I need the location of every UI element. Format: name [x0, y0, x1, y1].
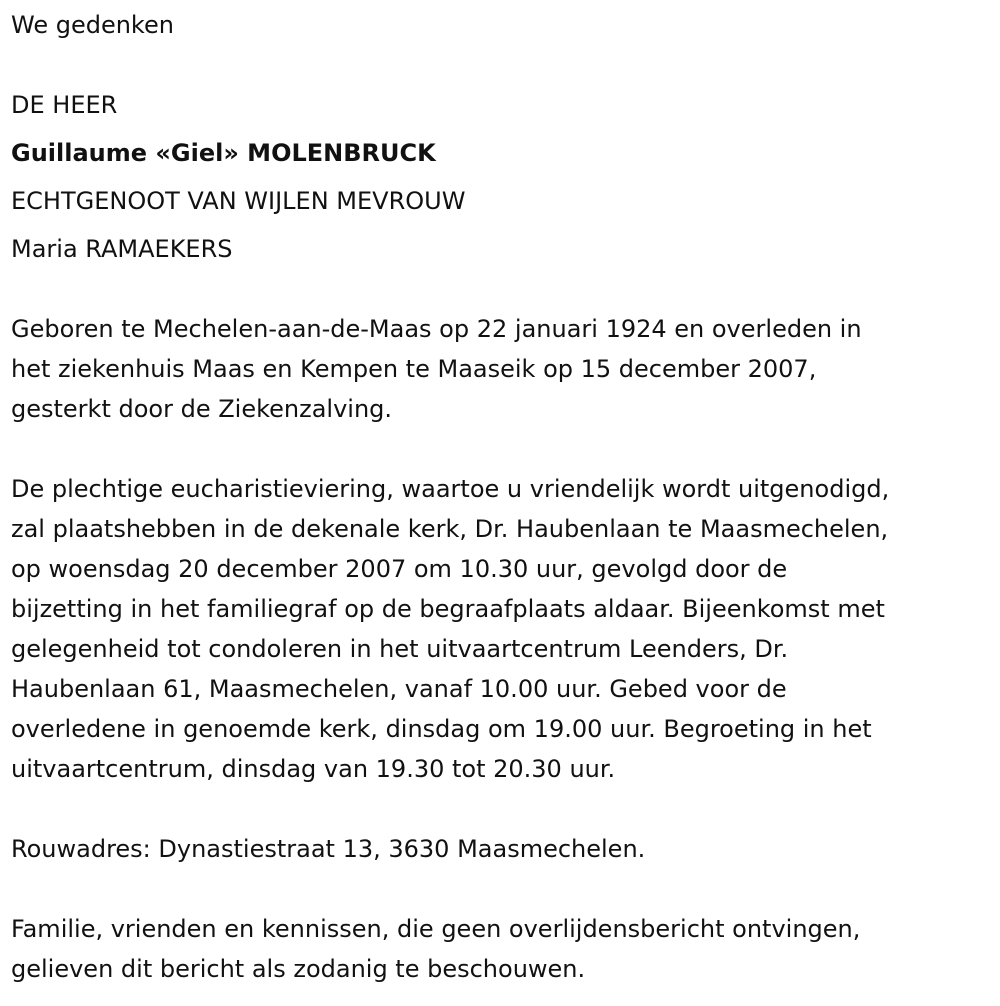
ceremony-paragraph-line: overledene in genoemde kerk, dinsdag om 19.00 uur. Begroeting in het: [11, 715, 872, 743]
ceremony-paragraph-line: gelegenheid tot condoleren in het uitvaartcentrum Leenders, Dr.: [11, 635, 789, 663]
ceremony-paragraph-line: bijzetting in het familiegraf op de begraafplaats aldaar. Bijeenkomst met: [11, 595, 885, 623]
birth-paragraph-line: gesterkt door de Ziekenzalving.: [11, 395, 393, 423]
intro-text: We gedenken: [11, 11, 174, 39]
deceased-name: Guillaume «Giel» MOLENBRUCK: [11, 139, 436, 167]
title-prefix: DE HEER: [11, 91, 118, 119]
ceremony-paragraph-line: zal plaatshebben in de dekenale kerk, Dr. Haubenlaan te Maasmechelen,: [11, 515, 889, 543]
ceremony-paragraph-line: op woensdag 20 december 2007 om 10.30 uur, gevolgd door de: [11, 555, 788, 583]
spouse-name: Maria RAMAEKERS: [11, 235, 233, 263]
ceremony-paragraph-line: uitvaartcentrum, dinsdag van 19.30 tot 20.30 uur.: [11, 755, 616, 783]
mourning-address: Rouwadres: Dynastiestraat 13, 3630 Maasmechelen.: [11, 835, 646, 863]
birth-paragraph-line: het ziekenhuis Maas en Kempen te Maaseik op 15 december 2007,: [11, 355, 817, 383]
closing-paragraph-line: Familie, vrienden en kennissen, die geen overlijdensbericht ontvingen,: [11, 915, 861, 943]
spouse-label: ECHTGENOOT VAN WIJLEN MEVROUW: [11, 187, 466, 215]
birth-paragraph-line: Geboren te Mechelen-aan-de-Maas op 22 januari 1924 en overleden in: [11, 315, 862, 343]
ceremony-paragraph-line: De plechtige eucharistieviering, waartoe u vriendelijk wordt uitgenodigd,: [11, 475, 890, 503]
ceremony-paragraph-line: Haubenlaan 61, Maasmechelen, vanaf 10.00 uur. Gebed voor de: [11, 675, 787, 703]
closing-paragraph-line: gelieven dit bericht als zodanig te beschouwen.: [11, 955, 586, 983]
